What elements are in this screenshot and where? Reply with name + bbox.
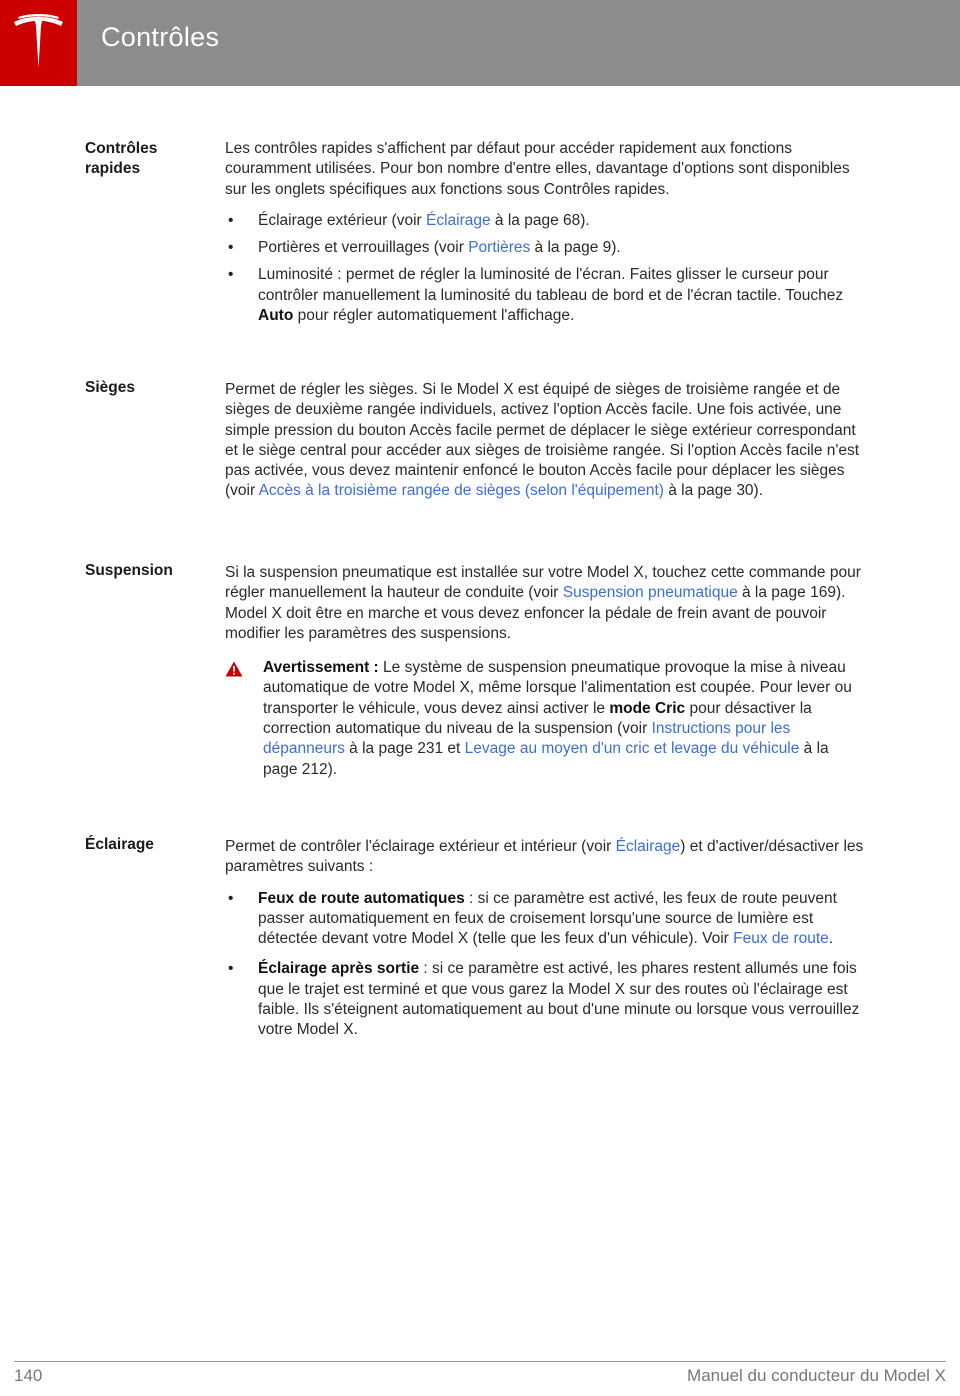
text: : si ce paramètre est activé, les feux de route peuvent passer automatiquement en feux de croisement lorsqu'une source de lumière est détectée devant votre Model X (telle que les feux d'un véhicule). Voir	[258, 889, 837, 948]
warning-box	[225, 658, 865, 780]
section-body	[225, 139, 865, 333]
text: pour régler automatiquement l'affichage.	[293, 307, 575, 325]
list-item	[225, 211, 865, 231]
bold-text: Éclairage après sortie	[258, 960, 420, 978]
page-number: 140	[14, 1366, 43, 1385]
warning-title: Avertissement :	[263, 659, 379, 677]
section-body	[225, 563, 865, 780]
section-label: Suspension	[85, 562, 173, 579]
paragraph	[225, 380, 865, 502]
section-body	[225, 380, 865, 513]
section-label: Sièges	[85, 379, 135, 396]
text: à la page 169). Model X doit être en marche et vous devez enfoncer la pédale de frein avant de pouvoir modifier les paramètres des suspensions.	[225, 584, 846, 642]
text: Le système de suspension pneumatique provoque la mise à niveau automatique de votre Model X, même lorsque l'alimentation est coupée. Pour lever ou transporter le véhicule, vous devez ainsi activer le	[263, 659, 852, 717]
text: Éclairage extérieur (voir	[258, 211, 426, 229]
text: à la page 9).	[530, 239, 621, 257]
warning-icon	[225, 661, 243, 677]
list-item	[225, 238, 865, 258]
text: ) et d'activer/désactiver les paramètres suivants :	[225, 838, 864, 876]
list-item	[225, 265, 865, 326]
text: à la page 30).	[663, 482, 764, 500]
text: à la page 212).	[263, 740, 829, 778]
tesla-logo	[0, 0, 77, 86]
bold-text: Feux de route automatiques	[258, 889, 465, 907]
footer-divider	[14, 1361, 946, 1362]
link-high-beams[interactable]: Feux de route	[733, 930, 829, 948]
text: à la page 68).	[490, 211, 590, 229]
section-label: Éclairage	[85, 836, 154, 853]
page-title: Contrôles	[101, 22, 220, 52]
text: Si la suspension pneumatique est installée sur votre Model X, touchez cette commande pour régler manuellement la hauteur de conduite (voir	[225, 564, 861, 602]
link-eclairage[interactable]: Éclairage	[615, 838, 681, 855]
bullet-list	[225, 211, 865, 326]
link-air-suspension[interactable]: Suspension pneumatique	[562, 584, 738, 602]
list-item	[225, 889, 865, 950]
manual-title: Manuel du conducteur du Model X	[687, 1366, 946, 1385]
link-eclairage[interactable]: Éclairage	[425, 211, 491, 229]
link-portieres[interactable]: Portières	[468, 239, 531, 257]
page-header	[0, 0, 960, 86]
text: Luminosité : permet de régler la luminosité de l'écran. Faites glisser le curseur pour contrôler manuellement la luminosité du tableau de bord et de l'écran tactile. Touchez	[258, 266, 844, 304]
link-jacking[interactable]: Levage au moyen d'un cric et levage du véhicule	[464, 740, 800, 758]
link-third-row-access[interactable]: Accès à la troisième rangée de sièges (selon l'équipement)	[258, 482, 664, 500]
list-item	[225, 959, 865, 1040]
paragraph	[225, 563, 865, 644]
bold-text: mode Cric	[609, 699, 686, 717]
section-body	[225, 837, 865, 1048]
link-tow-instructions[interactable]: Instructions pour les dépanneurs	[263, 720, 791, 758]
bold-text: Auto	[258, 307, 294, 325]
tesla-t-icon	[12, 14, 65, 72]
text: : si ce paramètre est activé, les phares restent allumés une fois que le trajet est terminé et que vous garez la Model X sur des routes où l'éclairage est faible. Ils s'éteignent automatiquement au bout d'une minute ou lorsque vous verrouillez votre Model X.	[258, 960, 860, 1039]
paragraph: Les contrôles rapides s'affichent par défaut pour accéder rapidement aux fonctions couramment utilisées. Pour bon nombre d'entre elles, davantage d'options sont disponibles sur les onglets spécifiques aux fonctions sous Contrôles rapides.	[225, 140, 850, 198]
text: à la page 231 et	[344, 740, 465, 758]
text: pour désactiver la correction automatique du niveau de la suspension (voir	[263, 699, 812, 738]
text: Permet de régler les sièges. Si le Model X est équipé de sièges de troisième rangée et de sièges de deuxième rangée individuels, activez l'option Accès facile. Une fois activée, une simple pression du bouton Accès facile permet de déplacer le siège extérieur correspondant et le siège central pour accéder aux sièges de troisième rangée. Si l'option Accès facile n'est pas activée, vous devez maintenir enfoncé le bouton Accès facile pour déplacer les sièges (voir	[225, 381, 860, 500]
text: .	[828, 930, 834, 948]
paragraph	[225, 837, 865, 878]
text: Portières et verrouillages (voir	[258, 239, 469, 257]
text: Permet de contrôler l'éclairage extérieur et intérieur (voir	[225, 838, 616, 855]
section-label: Contrôles rapides	[85, 140, 158, 177]
bullet-list	[225, 889, 865, 1041]
